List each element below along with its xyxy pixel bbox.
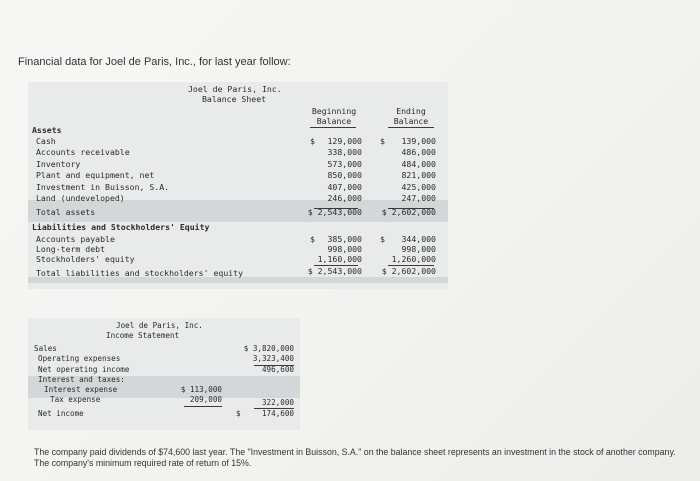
col-end-rule xyxy=(388,127,434,128)
row-begin-value: 1,160,000 xyxy=(317,254,362,265)
is-opex-value: 3,323,400 xyxy=(252,354,294,363)
is-interest-value: $ 113,000 xyxy=(180,385,222,394)
row-end-value: 425,000 xyxy=(401,181,436,192)
row-label: Land (undeveloped) xyxy=(36,193,125,203)
total-assets-end: $ 2,602,000 xyxy=(381,207,436,217)
row-begin-value: 385,000 xyxy=(327,234,362,244)
row-end-value: 821,000 xyxy=(401,170,436,181)
row-begin-value: 573,000 xyxy=(327,158,362,169)
is-noi-label: Net operating income xyxy=(38,365,130,374)
total-assets-begin: $ 2,543,000 xyxy=(307,207,362,217)
row-label: Accounts payable xyxy=(36,234,115,244)
is-net-value: 174,600 xyxy=(261,409,294,418)
col-end-line1: Ending xyxy=(396,106,426,116)
row-label: Accounts receivable xyxy=(36,147,130,158)
is-tax-label: Tax expense xyxy=(50,395,101,404)
col-begin-line1: Beginning xyxy=(311,106,357,116)
income-statement-panel xyxy=(28,318,300,430)
total-assets-label: Total assets xyxy=(36,207,96,217)
row-end-value: 139,000 xyxy=(401,136,436,146)
is-title: Income Statement xyxy=(106,331,180,340)
row-begin-value: 407,000 xyxy=(327,181,362,192)
row-end-value: 1,260,000 xyxy=(391,254,436,265)
row-end-value: 486,000 xyxy=(401,147,436,158)
is-net-sym: $ xyxy=(236,409,241,418)
bs-company: Joel de Paris, Inc. xyxy=(188,84,282,94)
is-tax-value: 209,000 xyxy=(189,395,222,404)
row-end-symbol: $ xyxy=(380,136,385,146)
row-end-value: 484,000 xyxy=(401,158,436,169)
bs-title: Balance Sheet xyxy=(202,94,267,104)
is-noi-value: 496,600 xyxy=(261,365,294,374)
row-label: Investment in Buisson, S.A. xyxy=(36,181,170,192)
is-it-label: Interest and taxes: xyxy=(38,375,125,384)
row-end-value: 344,000 xyxy=(401,234,436,244)
row-label: Cash xyxy=(36,136,56,146)
is-tax-subtotal: 322,000 xyxy=(261,398,294,407)
intro-text: Financial data for Joel de Paris, Inc., for last year follow: xyxy=(18,56,291,68)
row-begin-value: 998,000 xyxy=(327,244,362,255)
is-opex-label: Operating expenses xyxy=(38,354,121,363)
balance-sheet-panel xyxy=(28,82,448,289)
col-end-line2: Balance xyxy=(393,116,429,126)
is-tax-rule xyxy=(184,406,222,407)
col-begin-line2: Balance xyxy=(316,116,352,126)
is-net-label: Net income xyxy=(38,409,84,418)
is-sales-label: Sales xyxy=(34,344,57,353)
footer-text: The company paid dividends of $74,600 last year. The "Investment in Buisson, S.A." on the balance sheet represents an investment in the stock of another company. The company's minimum required rate of return of 15%. xyxy=(34,447,676,468)
col-begin-rule xyxy=(310,127,356,128)
row-end-value: 247,000 xyxy=(401,193,436,203)
is-sales-value: $ 3,820,000 xyxy=(243,344,294,353)
row-begin-value: 246,000 xyxy=(327,193,362,203)
is-interest-label: Interest expense xyxy=(44,385,118,394)
total-liab-end: $ 2,602,000 xyxy=(381,266,436,276)
total-liab-begin: $ 2,543,000 xyxy=(307,266,362,276)
row-begin-value: 338,000 xyxy=(327,147,362,158)
total-liab-label: Total liabilities and stockholders' equity xyxy=(36,268,244,278)
assets-heading: Assets xyxy=(32,125,62,135)
row-label: Plant and equipment, net xyxy=(36,170,155,181)
row-end-symbol: $ xyxy=(380,234,385,244)
row-label: Long-term debt xyxy=(36,244,106,255)
row-begin-symbol: $ xyxy=(310,234,315,244)
row-begin-symbol: $ xyxy=(310,136,315,146)
row-begin-value: 850,000 xyxy=(327,170,362,181)
row-label: Stockholders' equity xyxy=(36,254,135,265)
liab-heading: Liabilities and Stockholders' Equity xyxy=(32,222,210,232)
row-label: Inventory xyxy=(36,158,81,169)
is-company: Joel de Paris, Inc. xyxy=(116,321,203,330)
row-begin-value: 129,000 xyxy=(327,136,362,146)
row-end-value: 998,000 xyxy=(401,244,436,255)
